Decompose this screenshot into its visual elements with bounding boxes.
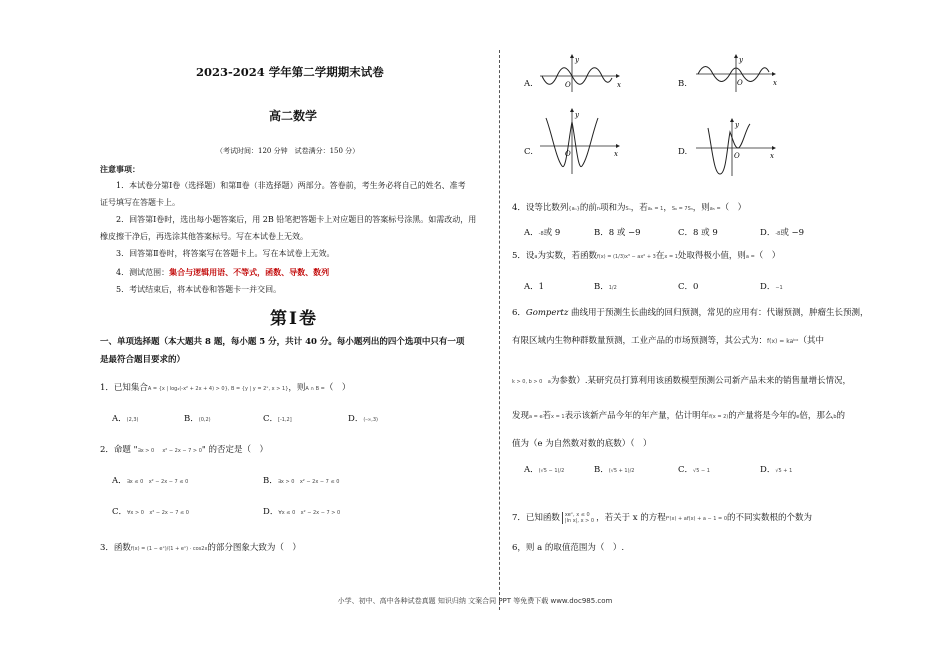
option-label: C． <box>678 465 694 475</box>
question-6-line-2 <box>512 334 824 346</box>
option-value: (√5 − 1)/2 <box>538 468 565 474</box>
q6-text: 表示该新产品今年的年产量，估计明年 <box>564 411 710 421</box>
q6-option-b <box>594 463 634 475</box>
q6-text: 倍，那么 <box>799 411 834 421</box>
q2-option-a <box>112 474 188 486</box>
option-label: A． <box>112 476 127 486</box>
option-value: 或 −9 <box>780 228 805 238</box>
q1-option-a <box>112 412 139 424</box>
q5-text: 为实数，若函数 <box>537 251 598 261</box>
y-label: y <box>735 121 739 129</box>
origin-label: O <box>565 81 571 89</box>
option-math: -8 <box>538 231 544 237</box>
graph-c <box>538 108 620 176</box>
x-label: x <box>617 81 621 89</box>
graph-c-label: C. <box>524 147 533 157</box>
y-axis-arrow <box>734 54 738 58</box>
option-label: D． <box>760 465 776 475</box>
q2-post: " 的否定是（ ） <box>201 445 269 455</box>
origin-label: O <box>737 79 743 87</box>
option-label: A． <box>524 282 539 292</box>
q5-option-c <box>678 280 698 292</box>
note-5: 5．考试结束后，将本试卷和答题卡一并交回。 <box>116 285 282 294</box>
q4-text: 项和为 <box>600 203 626 213</box>
option-value: 或 9 <box>543 228 561 238</box>
graph-d <box>694 118 776 178</box>
q4-condition-1: a₁ = 1 <box>647 206 664 212</box>
q6-option-d <box>760 463 792 475</box>
graph-a <box>538 54 620 94</box>
graph-d-label: D. <box>678 147 688 157</box>
q6-b: b <box>833 414 837 420</box>
q4-text: ，则 <box>692 203 710 213</box>
q6-e: e <box>796 414 800 420</box>
column-divider <box>499 50 500 610</box>
q7-equation: f²(x) + af(x) + a − 1 = 0 <box>665 516 728 522</box>
option-value: √5 − 1 <box>693 468 710 474</box>
q5-option-b <box>594 280 617 292</box>
q1-option-b <box>184 412 211 424</box>
y-label: y <box>575 111 579 119</box>
option-label: C． <box>112 507 128 517</box>
note-2-line-1: 2．回答第Ⅰ卷时，选出每小题答案后，用 2B 铅笔把答题卡上对应题目的答案标号涂黑。如需改动，用 <box>116 215 477 224</box>
y-label: y <box>739 56 743 64</box>
note-1-line-1: 1．本试卷分第Ⅰ卷（选择题）和第Ⅱ卷（非选择题）两部分。答卷前，考生务必将自己的姓名、准考 <box>116 181 466 190</box>
page-footer: 小学、初中、高中各种试卷真题 知识归纳 文案合同 PPT 等免费下载 www.doc985.com <box>337 597 613 605</box>
q4-n: n <box>596 206 601 212</box>
q4-condition-2: S₆ = 7S₃ <box>671 206 693 212</box>
q2-quantifier: ∃x > 0 <box>137 448 155 454</box>
q4-sequence: {aₙ} <box>568 206 580 212</box>
q6-gompertz: Gompertz <box>525 308 569 318</box>
q7-piece-1: xeˣ, x ≤ 0 <box>564 511 590 518</box>
q4-text: ，若 <box>630 203 648 213</box>
option-label: B． <box>594 465 609 475</box>
right-column <box>508 0 903 600</box>
option-inequality: x² − 2x − 7 ≤ 0 <box>148 479 189 485</box>
note-2-line-2: 橡皮擦干净后，再选涂其他答案标号。写在本试卷上无效。 <box>100 232 308 241</box>
option-quantifier: ∀x > 0 <box>127 510 144 516</box>
option-quantifier: ∃x ≤ 0 <box>126 479 144 485</box>
q6-text: （其中 <box>798 336 824 346</box>
q3-post: 的部分图象大致为（ ） <box>207 543 301 553</box>
option-label: A． <box>112 414 127 424</box>
option-value: (-∞,3) <box>363 417 378 423</box>
q5-ask: a = <box>745 254 755 260</box>
option-value: √5 + 1 <box>775 468 793 474</box>
q6-text: 有限区域内生物种群数量预测，工业产品的市场预测等，其公式为： <box>512 336 768 346</box>
option-value: −1 <box>775 285 783 291</box>
y-axis-arrow <box>570 108 574 112</box>
q4-option-c <box>678 226 718 238</box>
option-math: -8 <box>775 231 781 237</box>
q1-ask: A ∩ B = <box>305 386 325 392</box>
q6-number: 6． <box>512 308 526 318</box>
q4-ask: a₅ = <box>709 206 721 212</box>
q1-answer-paren: （ ） <box>324 383 351 393</box>
x-axis-arrow <box>616 144 620 148</box>
q5-text: 处取得极小值，则 <box>677 251 746 261</box>
q6-option-a <box>524 463 564 475</box>
q2-inequality: x² − 2x − 7 > 0 <box>162 448 202 454</box>
curve <box>708 124 750 174</box>
question-7-line-1 <box>512 511 812 524</box>
origin-label: O <box>734 152 740 160</box>
q5-prefix: 5．设 <box>512 251 535 261</box>
question-6-line-4 <box>512 409 845 421</box>
y-axis-arrow <box>570 54 574 58</box>
q5-option-d <box>760 280 783 292</box>
option-inequality: x² − 2x − 7 ≤ 0 <box>299 479 340 485</box>
option-label: B． <box>594 282 609 292</box>
q7-piecewise <box>562 512 594 524</box>
q5-text: 在 <box>655 251 665 261</box>
option-label: B． <box>594 228 609 238</box>
q7-text: ，若关于 x 的方程 <box>596 513 666 523</box>
x-axis-arrow <box>772 146 776 150</box>
option-quantifier: ∃x > 0 <box>277 479 295 485</box>
q4-text: ， <box>663 203 672 213</box>
note-4 <box>116 266 329 279</box>
question-6-line-5: 值为（e 为自然数对数的底数）（ ） <box>512 439 652 449</box>
option-label: D． <box>263 507 279 517</box>
q4-option-b <box>594 226 641 238</box>
left-column <box>100 0 490 600</box>
option-label: A． <box>524 228 539 238</box>
option-value: 8 或 9 <box>693 228 718 238</box>
option-value: (2,3) <box>126 417 139 423</box>
note-4-prefix: 4．测试范围： <box>116 268 170 277</box>
q6-parameters: k > 0, b > 0 <box>512 379 543 385</box>
option-label: B． <box>184 414 199 424</box>
q6-a-value: a = e <box>529 414 543 420</box>
option-label: C． <box>678 282 694 292</box>
q6-text: 发现 <box>512 411 530 421</box>
x-axis-arrow <box>616 74 620 78</box>
question-2 <box>100 443 268 455</box>
option-value: (√5 + 1)/2 <box>608 468 635 474</box>
q1-sets: A = {x | log₂(-x² + 2x + 4) > 0}, B = {y | y = 2ˣ, x > 1} <box>147 386 289 392</box>
q6-a: a <box>547 379 551 385</box>
option-label: C． <box>678 228 694 238</box>
option-label: A． <box>524 465 539 475</box>
option-value: 1/2 <box>608 285 617 291</box>
q4-prefix: 4．设等比数列 <box>512 203 569 213</box>
note-1-line-2: 证号填写在答题卡上。 <box>100 198 180 207</box>
test-scope: 集合与逻辑用语、不等式，函数、导数、数列 <box>169 267 330 277</box>
q3-prefix: 3．函数 <box>100 543 131 553</box>
q2-prefix: 2．命题 " <box>100 445 138 455</box>
option-label: B． <box>263 476 278 486</box>
q5-function: f(x) = (1/3)x³ − ax² + 3 <box>597 254 656 260</box>
origin-label: O <box>565 150 571 158</box>
option-inequality: x² − 2x − 7 > 0 <box>300 510 341 516</box>
q4-option-a <box>524 226 560 238</box>
option-value: (0,2) <box>198 417 211 423</box>
question-5 <box>512 249 780 261</box>
q6-text: 若 <box>542 411 552 421</box>
q6-text: 曲线用于预测生长曲线的回归预测，常见的应用有：代谢预测，肿瘤生长预测， <box>568 308 869 318</box>
q6-text: 的产量将是今年的 <box>728 411 797 421</box>
x-label: x <box>770 152 774 160</box>
q6-formula: f(x) = kaᵇˣ <box>767 338 799 345</box>
option-label: C． <box>263 414 279 424</box>
option-value: 0 <box>693 282 699 292</box>
x-label: x <box>773 79 777 87</box>
option-label: D． <box>760 282 776 292</box>
q6-next-year: f(x = 2) <box>709 414 729 420</box>
q7-text: 的不同实数根的个数为 <box>727 513 813 523</box>
y-axis-arrow <box>730 118 734 122</box>
option-quantifier: ∀x ≤ 0 <box>278 510 296 516</box>
x-axis-arrow <box>772 72 776 76</box>
q5-x-value: x = 1 <box>664 254 678 260</box>
q1-prefix: 1．已知集合 <box>100 383 148 393</box>
exam-time-info: （考试时间：120 分钟 试卷满分：150 分） <box>216 147 360 155</box>
part-one-line-2: 是最符合题目要求的） <box>100 355 186 365</box>
y-label: y <box>575 56 579 64</box>
graph-b <box>694 54 776 94</box>
question-6-line-1 <box>512 306 869 318</box>
option-label: D． <box>760 228 776 238</box>
q6-x-value: x = 1 <box>551 414 565 420</box>
question-6-line-3 <box>512 374 851 386</box>
question-4 <box>512 201 746 213</box>
option-value: [-1,2] <box>278 417 292 423</box>
option-label: D． <box>348 414 364 424</box>
graph-b-label: B. <box>678 79 687 89</box>
option-inequality: x² − 2x − 7 ≤ 0 <box>149 510 189 516</box>
q5-option-a <box>524 280 544 292</box>
q2-option-b <box>263 474 339 486</box>
part-one-line-1: 一、单项选择题（本大题共 8 题，每小题 5 分，共计 40 分。每小题列出的四个选项中只有一项 <box>100 337 465 347</box>
q4-sn: Sₙ <box>625 206 631 212</box>
option-value: 1 <box>538 282 545 292</box>
q5-a: a <box>534 254 538 260</box>
note-3: 3．回答第Ⅱ卷时，将答案写在答题卡上。写在本试卷上无效。 <box>116 249 335 258</box>
q4-option-d <box>760 226 804 238</box>
question-7-line-2: 6，则 a 的取值范围为（ ）. <box>512 543 625 553</box>
q6-text: 的 <box>836 411 846 421</box>
notes-heading: 注意事项： <box>100 164 140 174</box>
q7-piece-2: |ln x|, x > 0 <box>564 517 595 524</box>
option-value: 8 或 −9 <box>608 228 641 238</box>
subject-title: 高二数学 <box>269 109 318 123</box>
question-1 <box>100 381 350 393</box>
exam-title: 2023-2024 学年第二学期期末试卷 <box>196 65 384 79</box>
x-label: x <box>614 150 618 158</box>
q7-prefix: 7．已知函数 <box>512 513 560 523</box>
q1-option-c <box>263 412 292 424</box>
q2-option-c <box>112 505 189 517</box>
q6-option-c <box>678 463 710 475</box>
q3-function: f(x) = (1 − eˣ)/(1 + eˣ) · cos2x <box>130 546 208 552</box>
q4-answer-paren: （ ） <box>720 203 747 213</box>
q5-answer-paren: （ ） <box>754 251 781 261</box>
graph-a-label: A. <box>524 79 533 89</box>
q1-option-d <box>348 412 378 424</box>
q2-option-d <box>263 505 340 517</box>
q4-text: 的前 <box>579 203 597 213</box>
q6-text: 为参数）.某研究员打算利用该函数模型预测公司新产品未来的销售量增长情况， <box>550 376 852 386</box>
question-3 <box>100 541 301 553</box>
section-title: 第Ⅰ卷 <box>270 309 318 329</box>
q1-post: ，则 <box>288 383 306 393</box>
